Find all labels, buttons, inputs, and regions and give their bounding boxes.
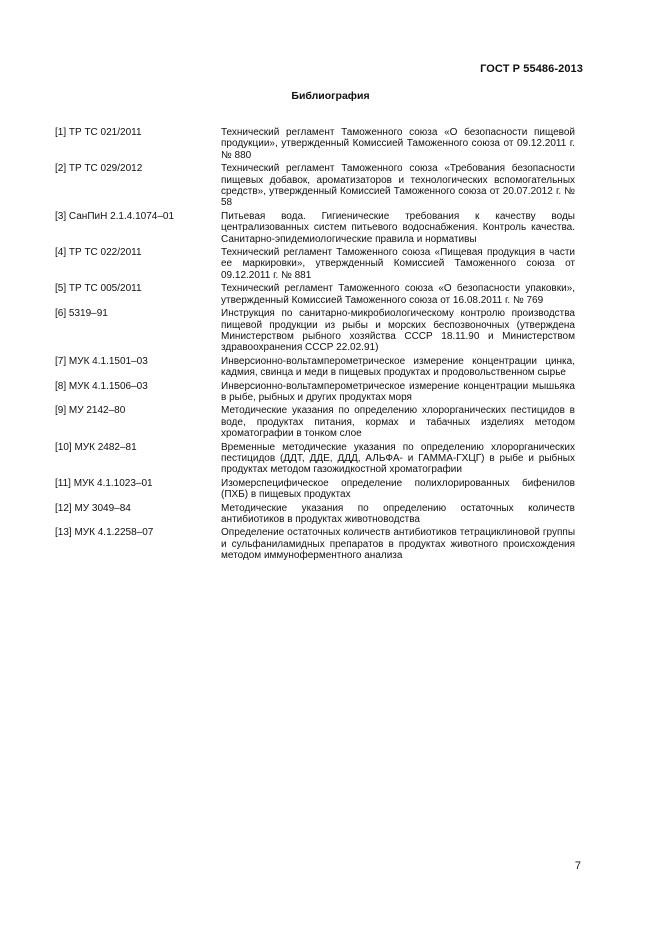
bibliography-entry (55, 308, 575, 354)
bibliography-entry-code: [3] СанПиН 2.1.4.1074–01 (55, 210, 175, 222)
bibliography-entry-text: Технический регламент Таможенного союза «О безопасности упаковки», утвержденный Комиссией Таможенного союза от 16.08.2011 г. № 769 (221, 283, 575, 306)
bibliography-entry (55, 127, 575, 161)
bibliography-entry-text: Питьевая вода. Гигиенические требования к качеству воды централизованных систем питьевого водоснабжения. Контроль качества. Санитарно-эпидемиологические правила и нормативы (221, 210, 575, 245)
bibliography-entry (55, 247, 575, 281)
bibliography-entry (55, 478, 575, 501)
bibliography-entry (55, 405, 575, 439)
bibliography-entry-text: Инверсионно-вольтамперометрическое измерение концентрации цинка, кадмия, свинца и меди в пищевых продуктах и продовольственном сырье (221, 355, 575, 379)
bibliography-entry-text: Технический регламент Таможенного союза «Пищевая продукция в части ее маркировки», утвержденный Комиссией Таможенного союза от 09.12.2011 г. № 881 (221, 247, 575, 281)
bibliography-entry-code: [4] ТР ТС 022/2011 (55, 247, 142, 259)
bibliography-entry-code: [2] ТР ТС 029/2012 (55, 163, 143, 175)
bibliography-entry (55, 381, 575, 404)
bibliography-entry (55, 283, 575, 306)
bibliography-entry-text: Технический регламент Таможенного союза «Требования безопасности пищевых добавок, ароматизаторов и технологических вспомогательных средств», утвержденный Комиссией Таможенного союза от 20.07.2012 г. № 58 (221, 163, 575, 209)
bibliography-entry-code: [12] МУ 3049–84 (55, 502, 131, 514)
bibliography-entry-code: [10] МУК 2482–81 (55, 441, 137, 453)
bibliography-entry-code: [8] МУК 4.1.1506–03 (55, 380, 148, 392)
bibliography-entry (55, 211, 575, 245)
bibliography-entry-text: Изомерспецифическое определение полихлорированных бифенилов (ПХБ) в пищевых продуктах (221, 477, 575, 501)
bibliography-entry-code: [13] МУК 4.1.2258–07 (55, 527, 154, 539)
bibliography-list (55, 127, 575, 564)
bibliography-entry-code: [11] МУК 4.1.1023–01 (55, 477, 153, 489)
bibliography-entry (55, 442, 575, 476)
page-number: 7 (574, 860, 581, 872)
bibliography-entry (55, 356, 575, 379)
bibliography-entry-code: [9] МУ 2142–80 (55, 405, 126, 417)
bibliography-entry (55, 527, 575, 561)
bibliography-entry-text: Временные методические указания по определению хлорорганических пестицидов (ДДТ, ДДЕ, ДДД, АЛЬФА- и ГАММА-ГХЦГ) в рыбе и рыбных продуктах методом газожидкостной хроматографии (221, 441, 575, 476)
bibliography-entry-code: [6] 5319–91 (55, 308, 108, 320)
bibliography-entry-text: Методические указания по определению хлорорганических пестицидов в воде, продуктах питания, кормах и табачных изделиях методом хроматографии в тонком слое (221, 405, 575, 440)
bibliography-entry-text: Технический регламент Таможенного союза «О безопасности пищевой продукции», утвержденный Комиссией Таможенного союза от 09.12.2011 г. № 880 (221, 127, 575, 161)
bibliography-entry-text: Инструкция по санитарно-микробиологическому контролю производства пищевой продукции из рыбы и морских беспозвоночных (утверждена Министерством рыбного хозяйства СССР 18.11.90 и Министерством здравоохранения СССР 22.02.91) (221, 308, 575, 354)
bibliography-entry-code: [1] ТР ТС 021/2011 (55, 127, 142, 138)
bibliography-entry-code: [5] ТР ТС 005/2011 (55, 283, 142, 295)
bibliography-entry-code: [7] МУК 4.1.1501–03 (55, 355, 148, 367)
bibliography-entry-text: Методические указания по определению остаточных количеств антибиотиков в продуктах животноводства (221, 502, 575, 525)
standard-code: ГОСТ Р 55486-2013 (480, 63, 583, 75)
bibliography-entry-text: Определение остаточных количеств антибиотиков тетрациклиновой группы и сульфаниламидных препаратов в продуктах животного происхождения методом иммуноферментного анализа (221, 527, 575, 562)
bibliography-entry-text: Инверсионно-вольтамперометрическое измерение концентрации мышьяка в рыбе, рыбных и других продуктах моря (221, 380, 575, 403)
bibliography-entry (55, 503, 575, 526)
bibliography-heading: Библиография (291, 90, 370, 102)
bibliography-entry (55, 163, 575, 209)
